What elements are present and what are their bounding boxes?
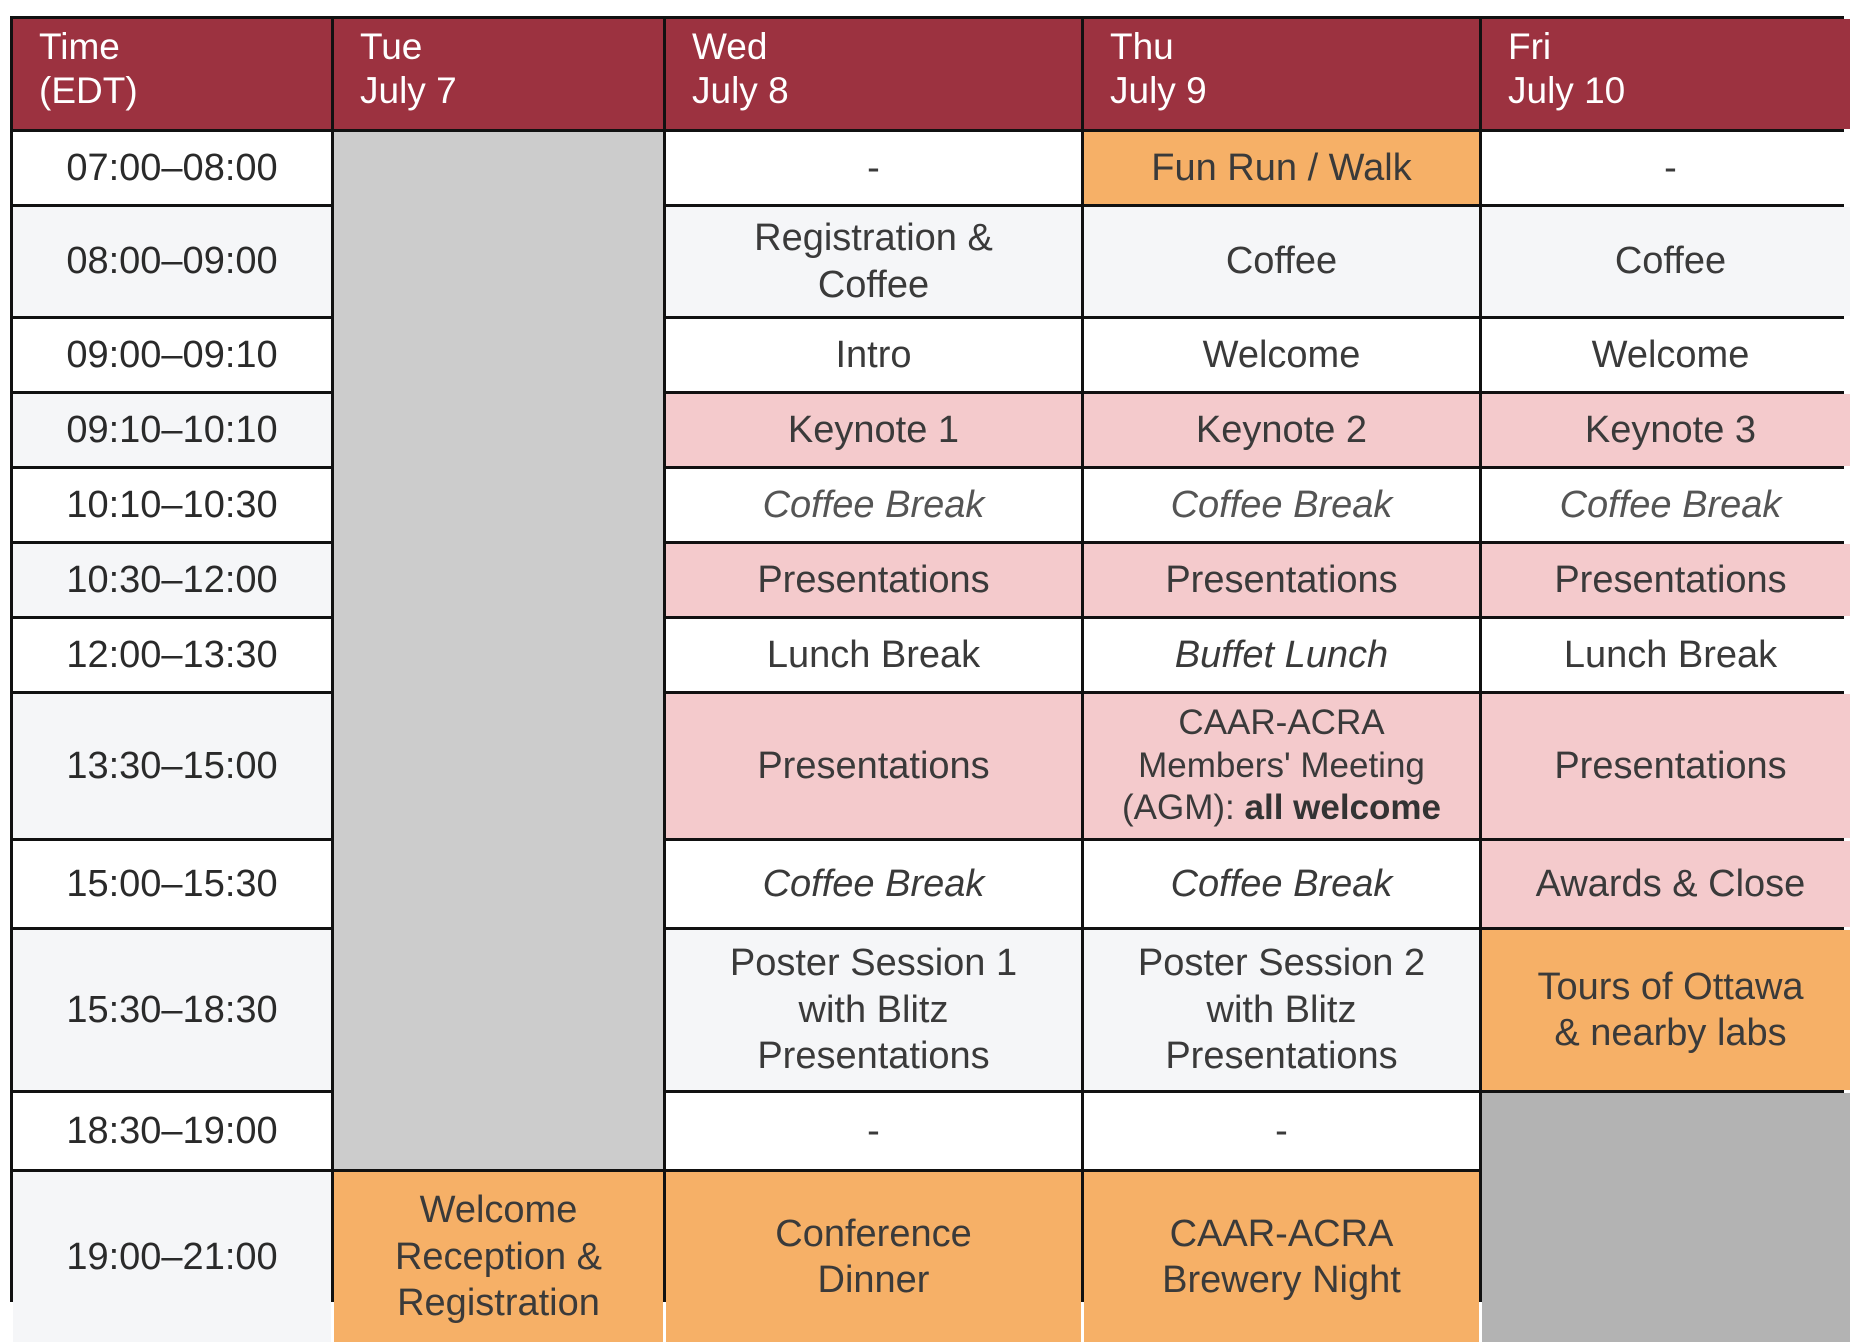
- fri-welcome: Welcome: [1482, 319, 1850, 391]
- thu-coffee-break: Coffee Break: [1084, 841, 1479, 927]
- event-line: Registration &: [754, 217, 993, 260]
- event-line: with Blitz: [1206, 988, 1357, 1031]
- header-fri: [1482, 19, 1850, 129]
- event-line: Dinner: [817, 1259, 930, 1301]
- header-thu: [1084, 19, 1479, 129]
- header-time-line1: Time: [39, 26, 120, 67]
- header-wed-day: Wed: [692, 26, 768, 67]
- time-slot: 09:10–10:10: [13, 394, 331, 466]
- tue-welcome-reception: [334, 1172, 663, 1342]
- event-line: Poster Session 2: [1137, 942, 1426, 985]
- event-line-emphasis: all welcome: [1244, 788, 1441, 828]
- fri-awards-close: Awards & Close: [1482, 841, 1850, 927]
- header-thu-day: Thu: [1110, 26, 1174, 67]
- header-tue-date: July 7: [360, 69, 457, 111]
- event-line: CAAR-ACRA: [1178, 702, 1385, 742]
- time-slot: 15:30–18:30: [13, 930, 331, 1090]
- wed-presentations: Presentations: [666, 694, 1081, 838]
- event-line-prefix: (AGM):: [1122, 788, 1245, 828]
- event-line: Members' Meeting: [1138, 745, 1425, 785]
- wed-registration: [666, 207, 1081, 316]
- thu-fun-run: Fun Run / Walk: [1084, 132, 1479, 204]
- wed-keynote: Keynote 1: [666, 394, 1081, 466]
- wed-poster-session: [666, 930, 1081, 1090]
- event-line: Reception &: [394, 1235, 602, 1278]
- time-slot: 18:30–19:00: [13, 1093, 331, 1169]
- thu-coffee-break: Coffee Break: [1084, 469, 1479, 541]
- time-slot: 10:30–12:00: [13, 544, 331, 616]
- header-wed-date: July 8: [692, 69, 789, 111]
- time-slot: 15:00–15:30: [13, 841, 331, 927]
- header-tue: [334, 19, 663, 129]
- event-line: Brewery Night: [1162, 1259, 1401, 1301]
- fri-coffee: Coffee: [1482, 207, 1850, 316]
- event-line: Tours of Ottawa: [1537, 965, 1804, 1008]
- event-line: Presentations: [757, 1035, 990, 1078]
- header-thu-date: July 9: [1110, 69, 1207, 111]
- header-time-line2: (EDT): [39, 69, 138, 111]
- fri-event: -: [1482, 132, 1850, 204]
- event-line: [1122, 787, 1441, 830]
- time-slot: 08:00–09:00: [13, 207, 331, 316]
- tue-empty-block: [334, 132, 663, 1169]
- fri-tours: [1482, 930, 1850, 1090]
- thu-members-meeting: [1084, 694, 1479, 838]
- fri-coffee-break: Coffee Break: [1482, 469, 1850, 541]
- time-slot: 10:10–10:30: [13, 469, 331, 541]
- wed-event: -: [666, 132, 1081, 204]
- wed-coffee-break: Coffee Break: [666, 469, 1081, 541]
- event-line: CAAR-ACRA: [1169, 1212, 1394, 1255]
- thu-poster-session: [1084, 930, 1479, 1090]
- thu-keynote: Keynote 2: [1084, 394, 1479, 466]
- event-line: & nearby labs: [1554, 1012, 1787, 1054]
- time-slot: 19:00–21:00: [13, 1172, 331, 1342]
- wed-presentations: Presentations: [666, 544, 1081, 616]
- wed-event: -: [666, 1093, 1081, 1169]
- time-slot: 13:30–15:00: [13, 694, 331, 838]
- fri-presentations: Presentations: [1482, 544, 1850, 616]
- thu-buffet-lunch: Buffet Lunch: [1084, 619, 1479, 691]
- time-slot: 07:00–08:00: [13, 132, 331, 204]
- time-slot: 12:00–13:30: [13, 619, 331, 691]
- header-time: [13, 19, 331, 129]
- fri-keynote: Keynote 3: [1482, 394, 1850, 466]
- header-fri-day: Fri: [1508, 26, 1552, 67]
- event-line: Registration: [397, 1282, 600, 1325]
- thu-welcome: Welcome: [1084, 319, 1479, 391]
- header-wed: [666, 19, 1081, 129]
- fri-presentations: Presentations: [1482, 694, 1850, 838]
- event-line: Poster Session 1: [729, 942, 1018, 985]
- wed-intro: Intro: [666, 319, 1081, 391]
- wed-lunch: Lunch Break: [666, 619, 1081, 691]
- event-line: Coffee: [817, 263, 930, 306]
- event-line: Welcome: [419, 1189, 578, 1232]
- wed-coffee-break: Coffee Break: [666, 841, 1081, 927]
- header-fri-date: July 10: [1508, 69, 1626, 111]
- fri-lunch: Lunch Break: [1482, 619, 1850, 691]
- fri-empty-block: [1482, 1093, 1850, 1342]
- event-line: Presentations: [1165, 1035, 1398, 1078]
- thu-event: -: [1084, 1093, 1479, 1169]
- event-line: Conference: [775, 1212, 972, 1255]
- schedule-table: [10, 16, 1844, 1325]
- thu-presentations: Presentations: [1084, 544, 1479, 616]
- thu-coffee: Coffee: [1084, 207, 1479, 316]
- time-slot: 09:00–09:10: [13, 319, 331, 391]
- thu-brewery-night: [1084, 1172, 1479, 1342]
- wed-conference-dinner: [666, 1172, 1081, 1342]
- event-line: with Blitz: [798, 988, 949, 1031]
- header-tue-day: Tue: [360, 26, 423, 67]
